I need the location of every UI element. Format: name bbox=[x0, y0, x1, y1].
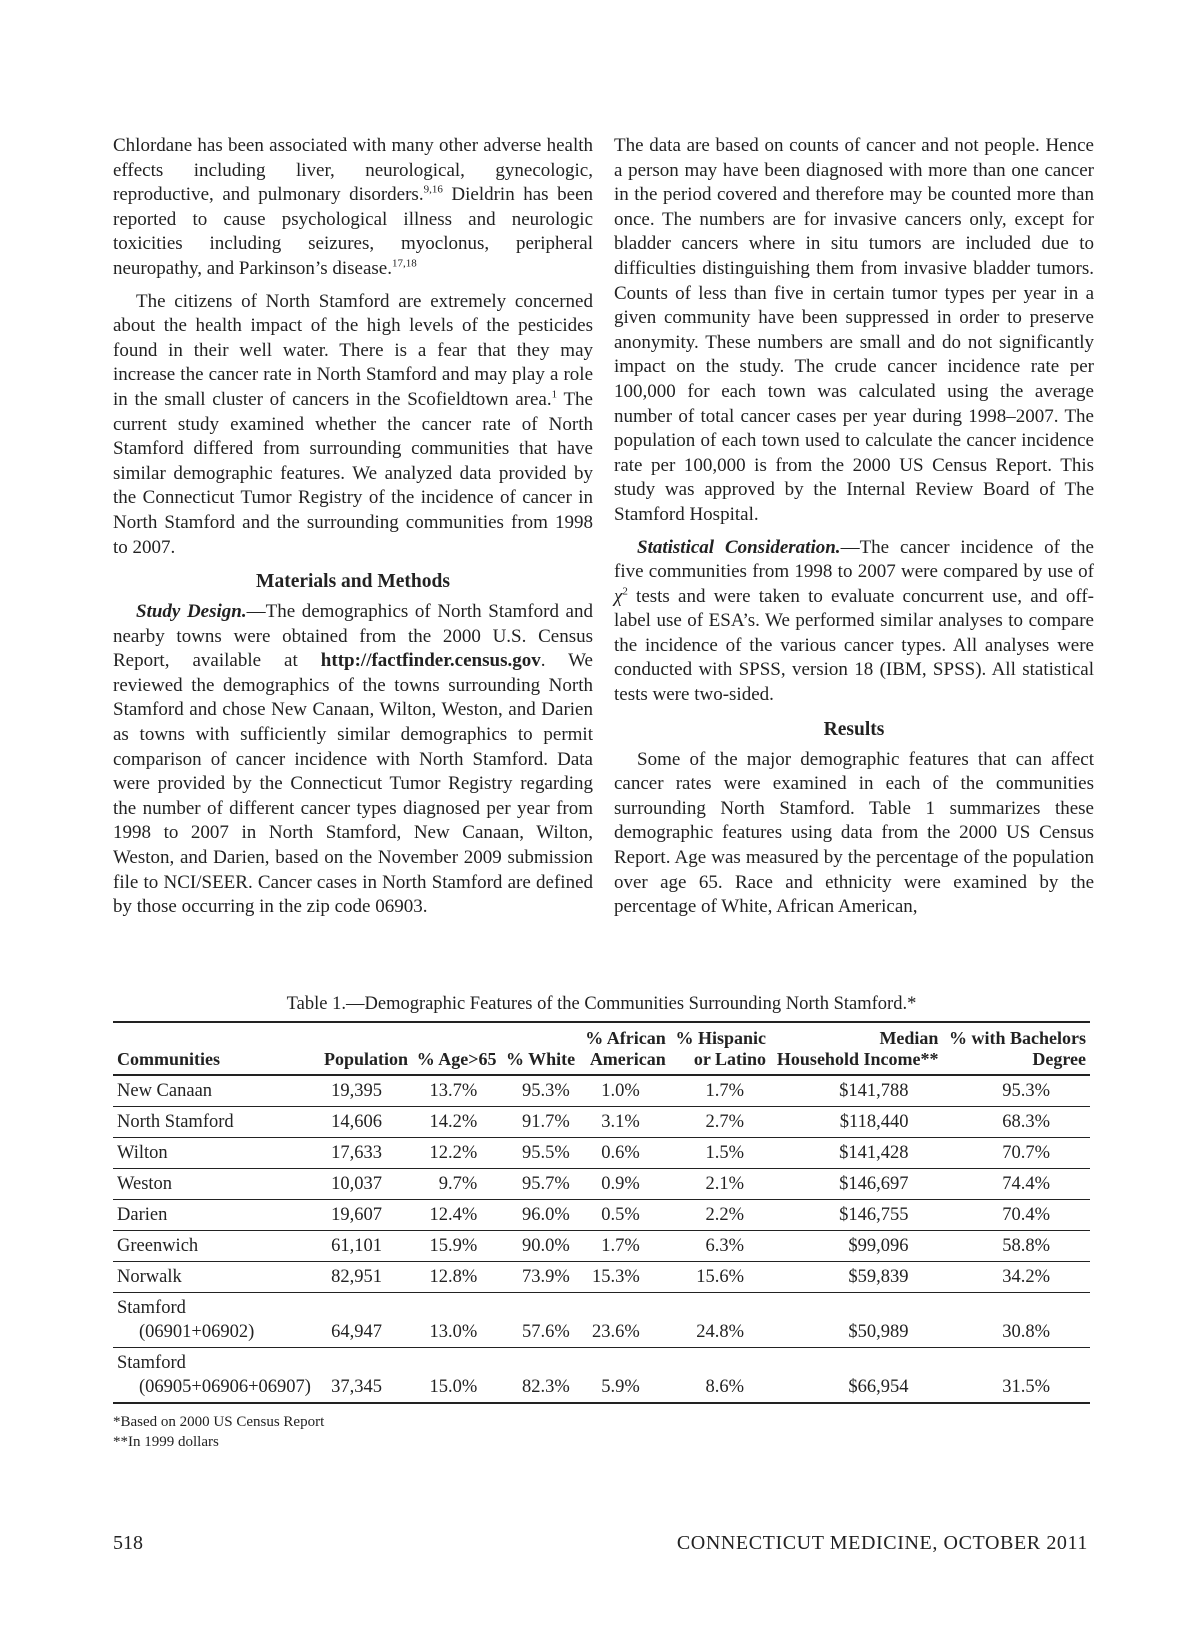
cell-community: New Canaan bbox=[117, 1081, 213, 1101]
table-footnotes bbox=[113, 1412, 1090, 1452]
cell-bachelors: 30.8% bbox=[1002, 1322, 1050, 1342]
cell-hispanic: 8.6% bbox=[705, 1377, 745, 1397]
cell-income: $99,096 bbox=[848, 1236, 909, 1256]
table-row bbox=[113, 1348, 1090, 1404]
cell-income: $141,788 bbox=[839, 1081, 909, 1101]
cell-age: 13.7% bbox=[429, 1081, 478, 1101]
left-column bbox=[113, 134, 593, 920]
table-1 bbox=[113, 994, 1090, 1452]
text: Dieldrin has been reported to cause psychological illness and neurologic toxicities including seizures, myoclonus, peripheral neuropathy, and Parkinson’s disease. bbox=[113, 184, 593, 279]
cell-white: 95.5% bbox=[521, 1143, 570, 1163]
cell-hispanic: 2.2% bbox=[705, 1205, 745, 1225]
cell-population: 82,951 bbox=[331, 1267, 383, 1287]
cell-african-american: 23.6% bbox=[592, 1322, 640, 1342]
cell-african-american: 0.9% bbox=[601, 1174, 640, 1194]
cell-bachelors: 34.2% bbox=[1002, 1267, 1050, 1287]
cell-bachelors: 70.4% bbox=[1002, 1205, 1050, 1225]
page-number: 518 bbox=[113, 1532, 143, 1554]
run-in-heading: Study Design. bbox=[136, 601, 247, 623]
cell-african-american: 0.5% bbox=[601, 1205, 640, 1225]
cell-hispanic: 24.8% bbox=[696, 1322, 745, 1342]
table-row bbox=[113, 1138, 1090, 1169]
cell-age: 12.8% bbox=[429, 1267, 478, 1287]
cell-bachelors: 70.7% bbox=[1002, 1143, 1050, 1163]
paragraph-statistical bbox=[614, 536, 1094, 708]
text: . We reviewed the demographics of the towns surrounding North Stamford and chose New Canaan, Wilton, Weston, and Darien as towns with sufficiently similar demographics to permit comparison of cancer incidence with North Stamford. Data were provided by the Connecticut Tumor Registry regarding the number of different cancer types diagnosed per year from 1998 to 2007 in North Stamford, New Canaan, Wilton, Weston, and Darien, based on the November 2009 submission file to NCI/SEER. Cancer cases in North Stamford are defined by those occurring in the zip code 06903. bbox=[113, 650, 593, 918]
table-row bbox=[113, 1293, 1090, 1348]
text: The current study examined whether the cancer rate of North Stamford differed from surrounding communities that have similar demographic features. We analyzed data provided by the Connecticut Tumor Registry of the incidence of cancer in North Stamford and the surrounding communities from 1998 to 2007. bbox=[113, 388, 593, 558]
cell-hispanic: 6.3% bbox=[705, 1236, 745, 1256]
cell-population: 17,633 bbox=[331, 1143, 383, 1163]
cell-age: 14.2% bbox=[429, 1112, 478, 1132]
paragraph-data-counts: The data are based on counts of cancer and not people. Hence a person may have been diagnosed with more than one cancer in the period covered and therefore may be counted more than once. The numbers are for invasive cancers only, except for bladder cancers where in situ tumors are included due to difficulties distinguishing them from invasive bladder tumors. Counts of less than five in certain tumor types per year in a given community have been suppressed in order to preserve anonymity. These numbers are small and do not significantly impact on the study. The crude cancer incidence rate per 100,000 for each town was calculated using the average number of total cancer cases per year during 1998–2007. The population of each town used to calculate the cancer incidence rate per 100,000 is from the 2000 US Census Report. This study was approved by the Internal Review Board of The Stamford Hospital. bbox=[614, 135, 1094, 525]
run-in-heading: Statistical Consideration. bbox=[637, 536, 841, 558]
cell-community: North Stamford bbox=[117, 1112, 234, 1132]
cell-hispanic: 1.5% bbox=[705, 1143, 745, 1163]
table-row bbox=[113, 1262, 1090, 1293]
cell-income: $50,989 bbox=[848, 1322, 909, 1342]
cell-bachelors: 74.4% bbox=[1002, 1174, 1050, 1194]
cell-white: 57.6% bbox=[521, 1322, 570, 1342]
paragraph-study-design bbox=[113, 600, 593, 920]
cell-community: Weston bbox=[117, 1174, 173, 1194]
cell-income: $146,697 bbox=[839, 1174, 909, 1194]
cell-population: 64,947 bbox=[331, 1322, 383, 1342]
text: Chlordane has been associated with many other adverse health effects including liver, neurological, gynecologic, reproductive, and pulmonary disorders. bbox=[113, 135, 593, 206]
cell-age: 9.7% bbox=[438, 1174, 478, 1194]
table-row bbox=[113, 1075, 1090, 1107]
header-population: Population bbox=[324, 1049, 409, 1069]
cell-bachelors: 68.3% bbox=[1002, 1112, 1050, 1132]
header-white: % White bbox=[505, 1049, 576, 1069]
cell-population: 14,606 bbox=[331, 1112, 383, 1132]
cell-community: Stamford (06905+06906+06907) bbox=[117, 1353, 311, 1397]
cell-age: 12.4% bbox=[429, 1205, 478, 1225]
cell-age: 13.0% bbox=[429, 1322, 478, 1342]
header-income: Median Household Income** bbox=[776, 1028, 939, 1069]
cell-bachelors: 58.8% bbox=[1002, 1236, 1050, 1256]
cell-population: 61,101 bbox=[331, 1236, 383, 1256]
cell-income: $146,755 bbox=[839, 1205, 909, 1225]
footnote: **In 1999 dollars bbox=[113, 1434, 219, 1450]
text: The citizens of North Stamford are extremely concerned about the health impact of the high levels of the pesticides found in their well water. There is a fear that they may increase the cancer rate in North Stamford and may play a role in the small cluster of cancers in the Scofieldtown area. bbox=[113, 290, 593, 410]
cell-white: 82.3% bbox=[521, 1377, 570, 1397]
cell-hispanic: 2.1% bbox=[705, 1174, 745, 1194]
cell-age: 15.9% bbox=[429, 1236, 478, 1256]
cell-african-american: 1.0% bbox=[601, 1081, 640, 1101]
demographics-table bbox=[113, 1021, 1090, 1404]
cell-african-american: 3.1% bbox=[601, 1112, 640, 1132]
cell-community: Norwalk bbox=[117, 1267, 182, 1287]
header-age: % Age>65 bbox=[416, 1049, 497, 1069]
cell-population: 10,037 bbox=[331, 1174, 383, 1194]
cell-population: 37,345 bbox=[331, 1377, 383, 1397]
citation: 17,18 bbox=[391, 257, 417, 270]
cell-bachelors: 95.3% bbox=[1002, 1081, 1050, 1101]
text: —The cancer incidence of the five communities from 1998 to 2007 were compared by use of bbox=[614, 536, 1094, 583]
cell-income: $141,428 bbox=[839, 1143, 909, 1163]
table-header-row bbox=[113, 1022, 1090, 1075]
cell-community: Darien bbox=[117, 1205, 168, 1225]
cell-population: 19,607 bbox=[331, 1205, 383, 1225]
table-body bbox=[113, 1075, 1090, 1403]
cell-white: 96.0% bbox=[521, 1205, 570, 1225]
cell-white: 91.7% bbox=[521, 1112, 570, 1132]
cell-white: 90.0% bbox=[521, 1236, 570, 1256]
header-bachelors: % with Bachelors Degree bbox=[949, 1028, 1086, 1069]
cell-income: $66,954 bbox=[848, 1377, 909, 1397]
cell-community: Greenwich bbox=[117, 1236, 199, 1256]
cell-age: 12.2% bbox=[429, 1143, 478, 1163]
header-hispanic: % Hispanic or Latino bbox=[675, 1028, 767, 1069]
heading-materials-methods: Materials and Methods bbox=[256, 571, 450, 593]
right-column bbox=[614, 134, 1094, 920]
citation: 9,16 bbox=[423, 183, 443, 196]
cell-african-american: 1.7% bbox=[601, 1236, 640, 1256]
table-row bbox=[113, 1200, 1090, 1231]
cell-community: Wilton bbox=[117, 1143, 168, 1163]
cell-population: 19,395 bbox=[331, 1081, 383, 1101]
journal-name: CONNECTICUT MEDICINE, OCTOBER 2011 bbox=[676, 1532, 1088, 1554]
table-row bbox=[113, 1107, 1090, 1138]
citation: 1 bbox=[551, 388, 558, 401]
cell-african-american: 5.9% bbox=[601, 1377, 640, 1397]
cell-african-american: 15.3% bbox=[592, 1267, 640, 1287]
text: —The demographics of North Stamford and nearby towns were obtained from the 2000 U.S. Census Report, available at bbox=[113, 601, 593, 672]
cell-hispanic: 15.6% bbox=[696, 1267, 745, 1287]
paragraph-citizens-concern bbox=[113, 290, 593, 561]
footnote: *Based on 2000 US Census Report bbox=[113, 1414, 325, 1430]
text: tests and were taken to evaluate concurrent use, and off-label use of ESA’s. We performed similar analyses to compare the incidence of the various cancer types. All analyses were conducted with SPSS, version 18 (IBM, SPSS). All statistical tests were two-sided. bbox=[614, 585, 1094, 706]
cell-white: 95.7% bbox=[521, 1174, 570, 1194]
census-link[interactable]: http://factfinder.census.gov bbox=[320, 650, 541, 672]
header-african-american: % African American bbox=[585, 1028, 666, 1069]
cell-white: 73.9% bbox=[521, 1267, 570, 1287]
paragraph-adverse-effects bbox=[113, 134, 593, 282]
cell-community: Stamford (06901+06902) bbox=[117, 1298, 255, 1342]
cell-african-american: 0.6% bbox=[601, 1143, 640, 1163]
chi-symbol: χ bbox=[614, 585, 623, 607]
header-communities: Communities bbox=[117, 1049, 220, 1069]
cell-income: $118,440 bbox=[839, 1112, 909, 1132]
table-caption: Table 1.—Demographic Features of the Communities Surrounding North Stamford.* bbox=[286, 994, 917, 1014]
cell-hispanic: 2.7% bbox=[705, 1112, 745, 1132]
heading-results: Results bbox=[823, 718, 885, 740]
table-row bbox=[113, 1169, 1090, 1200]
table-row bbox=[113, 1231, 1090, 1262]
cell-age: 15.0% bbox=[429, 1377, 478, 1397]
cell-hispanic: 1.7% bbox=[705, 1081, 745, 1101]
paragraph-results: Some of the major demographic features that can affect cancer rates were examined in each of the communities surrounding North Stamford. Table 1 summarizes these demographic features using data from the 2000 US Census Report. Age was measured by the percentage of the population over age 65. Race and ethnicity were examined by the percentage of White, African American, bbox=[614, 748, 1094, 918]
superscript: 2 bbox=[622, 585, 628, 598]
cell-bachelors: 31.5% bbox=[1002, 1377, 1050, 1397]
cell-income: $59,839 bbox=[848, 1267, 909, 1287]
cell-white: 95.3% bbox=[521, 1081, 570, 1101]
